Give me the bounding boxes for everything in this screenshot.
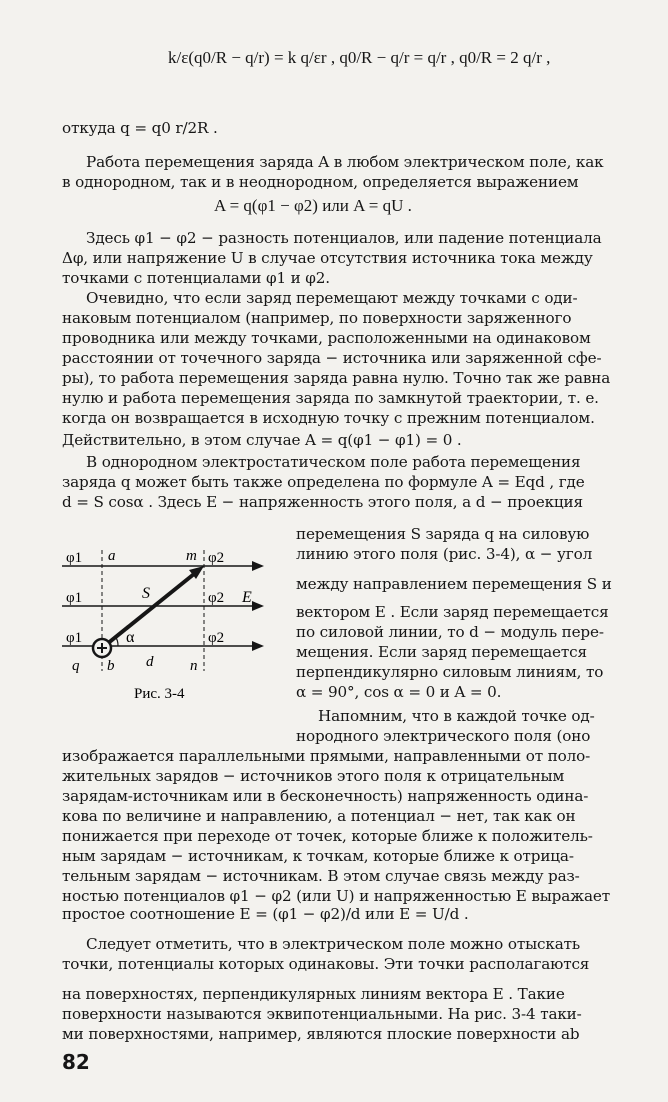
- p6-line: Следует отметить, что в электрическом поле можно отыскать: [86, 935, 581, 953]
- p5-line: жительных зарядов − источников этого поля к отрицательным: [62, 767, 565, 785]
- label-a: a: [108, 548, 116, 564]
- p3-line: наковым потенциалом (например, по поверхности заряженного: [62, 309, 572, 327]
- p3-line: ры), то работа перемещения заряда равна нулю. Точно так же равна: [62, 369, 611, 387]
- label-phi2: φ2: [208, 550, 225, 566]
- p6-line: на поверхностях, перпендикулярных линиям вектора E . Такие: [62, 985, 565, 1003]
- p3-line: нулю и работа перемещения заряда по замкнутой траектории, т. е.: [62, 389, 599, 407]
- p4-right-line: линию этого поля (рис. 3-4), α − угол: [296, 545, 593, 563]
- arrow-head-middle: [252, 601, 264, 611]
- formula-work: A = q(φ1 − φ2) или A = qU .: [214, 196, 412, 215]
- p3-line: Очевидно, что если заряд перемещают между точками с оди-: [86, 289, 578, 307]
- label-phi1: φ1: [66, 550, 83, 566]
- page-number: 82: [62, 1050, 90, 1074]
- p2-line: Здесь φ1 − φ2 − разность потенциалов, или падение потенциала: [86, 229, 602, 247]
- label-b: b: [107, 658, 115, 674]
- label-d: d: [146, 654, 154, 670]
- p5-right-line: Напомним, что в каждой точке од-: [318, 707, 595, 725]
- line-simple: простое соотношение E = (φ1 − φ2)/d или E = U/d .: [62, 905, 469, 923]
- p6-line: ми поверхностями, например, являются плоские поверхности ab: [62, 1025, 580, 1043]
- p4-right-line: перпендикулярно силовым линиям, то: [296, 663, 604, 681]
- p3-line: расстоянии от точечного заряда − источника или заряженной сфе-: [62, 349, 602, 367]
- label-phi1: φ1: [66, 590, 83, 606]
- p5-line: понижается при переходе от точек, которые ближе к положитель-: [62, 827, 593, 845]
- p4-right-line: α = 90°, cos α = 0 и A = 0.: [296, 683, 502, 701]
- arrow-head-bottom: [252, 641, 264, 651]
- p5-line: тельным зарядам − источникам. В этом случае связь между раз-: [62, 867, 580, 885]
- p4-line: В однородном электростатическом поле работа перемещения: [86, 453, 581, 471]
- line-otkuda: откуда q = q0 r/2R .: [62, 119, 218, 137]
- p6-line: поверхности называются эквипотенциальными. На рис. 3-4 таки-: [62, 1005, 582, 1023]
- p6-line: точки, потенциалы которых одинаковы. Эти точки располагаются: [62, 955, 590, 973]
- arrow-head-top: [252, 561, 264, 571]
- p5-line: ным зарядам − источникам, к точкам, которые ближе к отрица-: [62, 847, 574, 865]
- p5-line: зарядам-источникам или в бесконечность) напряженность одина-: [62, 787, 589, 805]
- label-phi2: φ2: [208, 590, 225, 606]
- formula-top: k/ε(q0/R − q/r) = k q/εr , q0/R − q/r = q/r , q0/R = 2 q/r ,: [168, 48, 551, 67]
- p2-line: Δφ, или напряжение U в случае отсутствия источника тока между: [62, 249, 593, 267]
- p1-line: в однородном, так и в неоднородном, определяется выражением: [62, 173, 579, 191]
- label-m: m: [186, 548, 197, 564]
- label-n: n: [190, 658, 198, 674]
- label-s: S: [142, 585, 150, 602]
- p4-line: d = S cosα . Здесь E − напряженность этого поля, а d − проекция: [62, 493, 583, 511]
- p4-right-line: мещения. Если заряд перемещается: [296, 643, 587, 661]
- label-alpha: α: [126, 629, 135, 646]
- p3-line: когда он возвращается в исходную точку с прежним потенциалом.: [62, 409, 595, 427]
- p3-line: Действительно, в этом случае A = q(φ1 − φ1) = 0 .: [62, 431, 462, 449]
- p5-line: ностью потенциалов φ1 − φ2 (или U) и напряженностью E выражает: [62, 887, 610, 905]
- p2-line: точками с потенциалами φ1 и φ2.: [62, 269, 330, 287]
- label-phi2: φ2: [208, 630, 225, 646]
- p4-right-line: перемещения S заряда q на силовую: [296, 525, 590, 543]
- p5-right-line: нородного электрического поля (оно: [296, 727, 591, 745]
- p4-line: заряда q может быть также определена по формуле A = Eqd , где: [62, 473, 585, 491]
- label-q: q: [72, 658, 80, 674]
- figure-caption: Рис. 3-4: [134, 686, 185, 702]
- p3-line: проводника или между точками, расположенными на одинаковом: [62, 329, 591, 347]
- label-phi1: φ1: [66, 630, 83, 646]
- p5-line: изображается параллельными прямыми, направленными от поло-: [62, 747, 591, 765]
- label-e: E: [242, 589, 252, 606]
- p4-right-line: по силовой линии, то d − модуль пере-: [296, 623, 604, 641]
- p1-line: Работа перемещения заряда A в любом электрическом поле, как: [86, 153, 604, 171]
- p5-line: кова по величине и направлению, а потенциал − нет, так как он: [62, 807, 576, 825]
- p4-right-line: между направлением перемещения S и: [296, 575, 612, 593]
- p4-right-line: вектором E . Если заряд перемещается: [296, 603, 609, 621]
- figure-3-4: [62, 536, 282, 726]
